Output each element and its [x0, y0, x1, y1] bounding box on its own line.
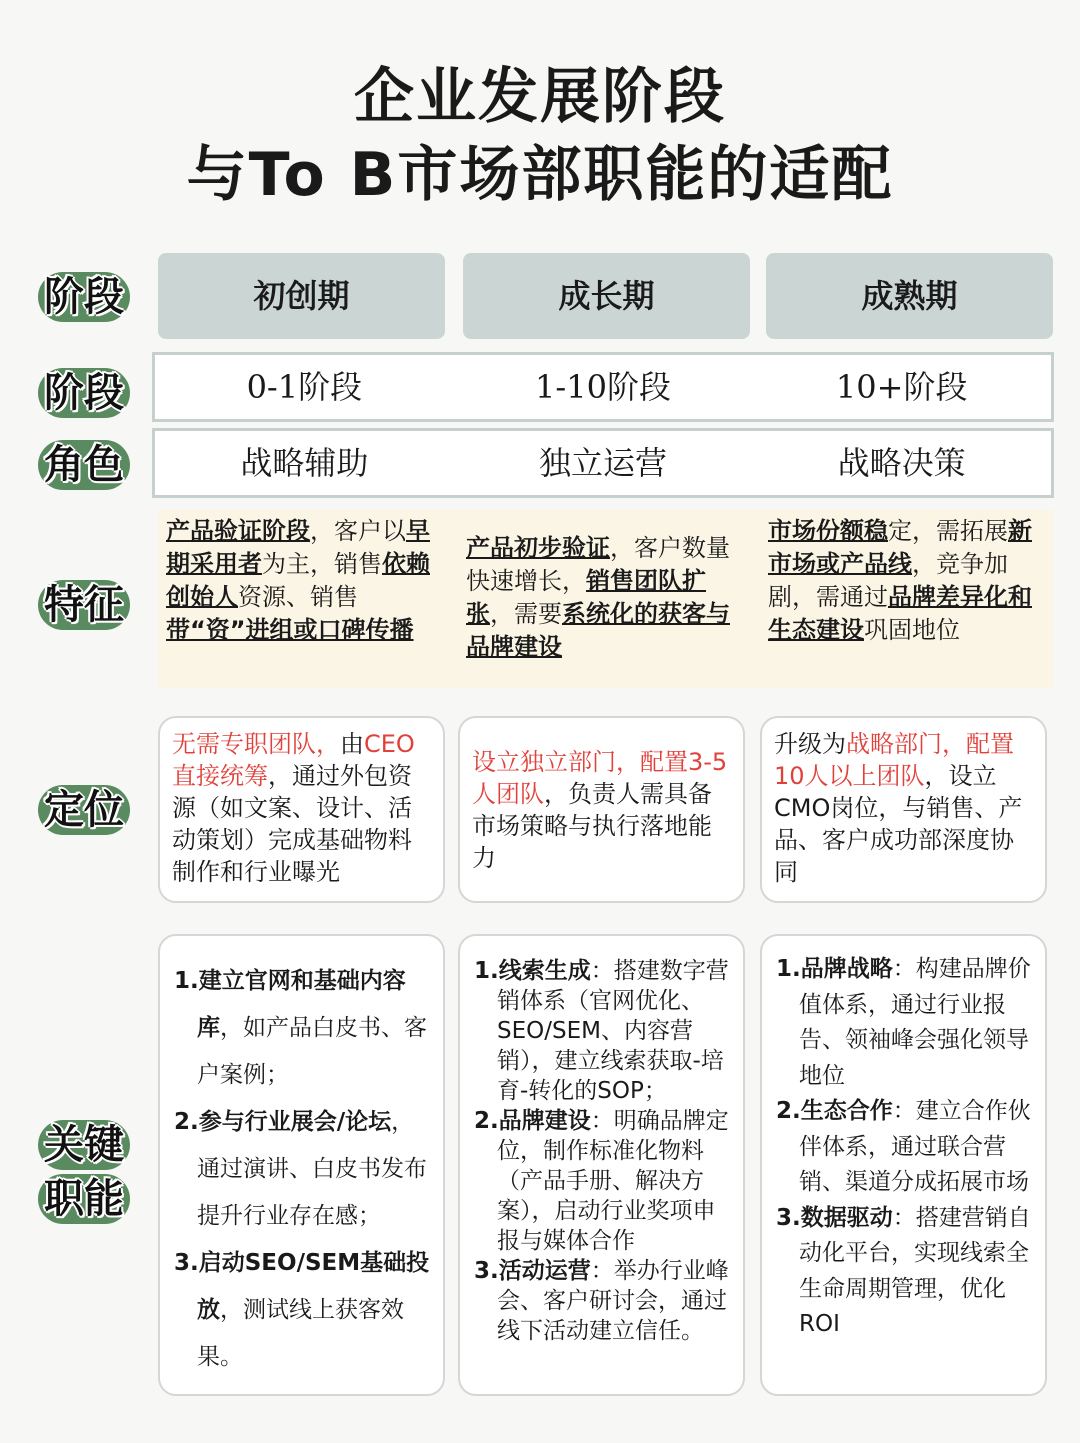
function-item [474, 956, 733, 1106]
page-title [0, 58, 1080, 214]
title-line-1: 企业发展阶段 [354, 62, 726, 132]
row-label-stage: 阶段 [34, 368, 134, 418]
feature-segment: 定，需拓展 [888, 517, 1008, 545]
function-item-body: ，如产品白皮书、客户案例； [197, 1015, 427, 1088]
row-label-stage-header: 阶段 [34, 272, 134, 322]
function-item [474, 1106, 733, 1256]
function-item-heading: 2.生态合作 [776, 1098, 893, 1124]
feature-highlight: 带“资”进组或口碑传播 [166, 616, 414, 644]
function-item-heading: 2.品牌建设 [474, 1108, 591, 1134]
function-item-heading: 3.数据驱动 [776, 1204, 893, 1231]
position-text [160, 718, 443, 898]
feature-segment: ，客户数量快速增长， [466, 534, 730, 595]
function-list [160, 936, 443, 1381]
feature-highlight: 依赖创始人 [166, 550, 430, 611]
position-highlight: CEO直接统筹 [172, 730, 415, 790]
function-card-mature [760, 934, 1047, 1396]
function-item-body: ：建立合作伙伴体系，通过联合营销、渠道分成拓展市场 [799, 1098, 1031, 1195]
function-item-heading: 3.活动运营 [474, 1258, 591, 1284]
function-item-heading: 2.参与行业展会/论坛 [174, 1109, 392, 1135]
function-item-body: ：构建品牌价值体系，通过行业报告、领袖峰会强化领导地位 [799, 956, 1031, 1089]
position-card-growth [458, 716, 745, 903]
position-segment: ，负责人需具备市场策略与执行落地能力 [472, 780, 712, 872]
function-item [174, 1099, 431, 1240]
feature-highlight: 早期采用者 [166, 517, 430, 578]
row-label-feature: 特征 [34, 580, 134, 630]
feature-text-mature [768, 515, 1040, 647]
function-item-body: ，通过演讲、白皮书发布提升行业存在感； [197, 1109, 427, 1229]
function-item-heading: 1.建立官网和基础内容库 [174, 968, 406, 1041]
function-item-body: ：举办行业峰会、客户研讨会，通过线下活动建立信任。 [497, 1258, 729, 1344]
position-highlight: 无需专职团队， [172, 730, 340, 758]
feature-highlight: 品牌差异化和生态建设 [768, 583, 1032, 644]
function-item-body: ：明确品牌定位，制作标准化物料（产品手册、解决方案），启动行业奖项申报与媒体合作 [497, 1108, 729, 1254]
position-highlight: 设立独立部门，配置3-5人团队 [472, 748, 728, 808]
feature-highlight: 市场份额稳 [768, 517, 888, 545]
position-segment: ，通过外包资源（如文案、设计、活动策划）完成基础物料制作和行业曝光 [172, 762, 412, 886]
feature-segment: ，需要 [490, 600, 562, 628]
stage-range-cell: 0-1阶段 [246, 368, 363, 406]
row-label-role: 角色 [34, 440, 134, 490]
function-item [776, 1094, 1035, 1201]
feature-segment: ，客户以 [310, 517, 406, 545]
function-card-growth [458, 934, 745, 1396]
feature-text-growth [466, 532, 738, 664]
function-item-heading: 1.品牌战略 [776, 956, 893, 982]
function-list [460, 936, 743, 1346]
feature-segment: 资源、销售 [238, 583, 358, 611]
feature-highlight: 新市场或产品线 [768, 517, 1032, 578]
feature-highlight: 产品初步验证 [466, 534, 610, 562]
feature-highlight: 产品验证阶段 [166, 517, 310, 545]
function-item-body: ：搭建数字营销体系（官网优化、SEO/SEM、内容营销），建立线索获取-培育-转化的SOP； [497, 958, 729, 1104]
stage-range-band [152, 352, 1054, 422]
position-segment: ，设立CMO岗位，与销售、产品、客户成功部深度协同 [774, 762, 1023, 886]
position-segment: 升级为 [774, 730, 846, 758]
feature-segment: ，竞争加剧，需通过 [768, 550, 1008, 611]
title-line-2: 与To B市场部职能的适配 [186, 140, 894, 210]
stage-header-growth: 成长期 [463, 253, 750, 339]
stage-range-cell: 10+阶段 [835, 368, 968, 406]
stage-header-mature: 成熟期 [766, 253, 1053, 339]
row-label-position: 定位 [34, 785, 134, 835]
function-item [776, 1201, 1035, 1343]
function-item [174, 958, 431, 1099]
position-segment: 由 [340, 730, 364, 758]
function-item-body: ，测试线上获客效果。 [197, 1297, 404, 1370]
feature-text-startup [166, 515, 438, 647]
position-card-startup [158, 716, 445, 903]
function-item-heading: 3.启动SEO/SEM基础投放 [174, 1250, 430, 1323]
feature-highlight: 销售团队扩张 [466, 567, 706, 628]
feature-segment: 为主，销售 [262, 550, 382, 578]
function-item-heading: 1.线索生成 [474, 958, 591, 984]
feature-segment: 巩固地位 [864, 616, 960, 644]
position-card-mature [760, 716, 1047, 903]
role-cell: 战略辅助 [240, 444, 369, 482]
stage-header-startup: 初创期 [158, 253, 445, 339]
position-text [460, 718, 743, 884]
position-highlight: 战略部门，配置10人以上团队 [774, 730, 1014, 790]
function-item [776, 952, 1035, 1094]
stage-range-cell: 1-10阶段 [535, 368, 671, 406]
function-list [762, 936, 1045, 1343]
position-text [762, 718, 1045, 898]
row-label-functions: 关键 职能 [34, 1120, 134, 1224]
function-item [174, 1240, 431, 1381]
role-cell: 独立运营 [539, 444, 668, 482]
function-item-body: ：搭建营销自动化平台，实现线索全生命周期管理，优化ROI [799, 1204, 1031, 1337]
function-item [474, 1256, 733, 1346]
role-band [152, 428, 1054, 498]
function-card-startup [158, 934, 445, 1396]
feature-highlight: 系统化的获客与品牌建设 [466, 600, 730, 661]
role-cell: 战略决策 [837, 444, 966, 482]
